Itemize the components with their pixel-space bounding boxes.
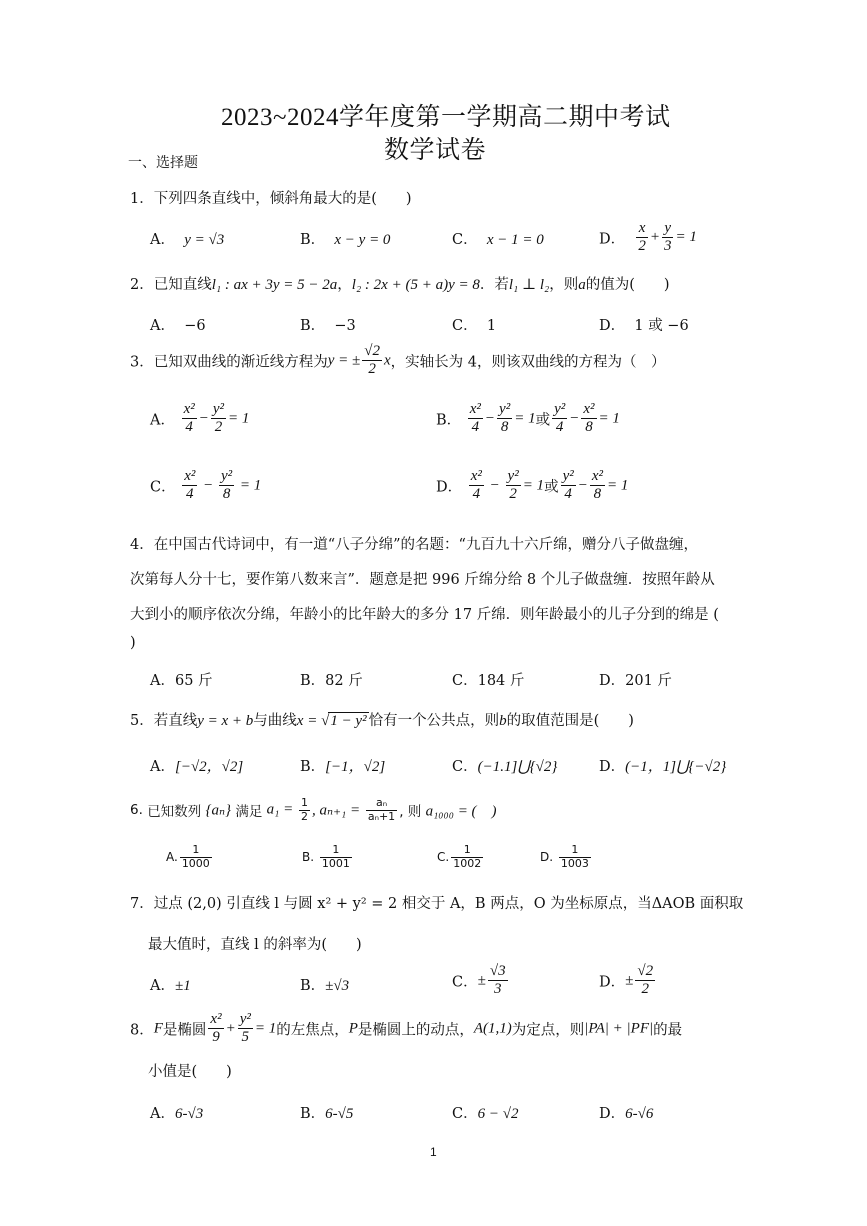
q2-option-b: B． −3	[300, 318, 356, 334]
page-number: 1	[430, 1145, 437, 1159]
question-7-line-2: 最大值时，直线 l 的斜率为( )	[148, 937, 362, 953]
exam-title: 2023~2024学年度第一学期高二期中考试	[221, 104, 671, 131]
question-8-line-2: 小值是( )	[148, 1064, 232, 1080]
q3-option-a: A． $\frac{\text{x²}}{4}$ − $\frac{\text{y²}}{2}$ = 1	[150, 401, 250, 436]
q8-option-d: D．6-√6	[599, 1106, 654, 1122]
section-heading: 一、选择题	[128, 155, 198, 171]
q1-option-b: B． x − y = 0	[300, 232, 391, 248]
q8-option-a: A．6-√3	[150, 1106, 204, 1122]
question-stem: 下列四条直线中，倾斜角最大的是( )	[153, 191, 412, 207]
q4-option-b: B．82 斤	[300, 673, 363, 689]
q2-option-c: C． 1	[452, 318, 497, 334]
q1-option-d: D． $\frac{x}{2}$ + $\frac{y}{3}$ = 1	[599, 220, 697, 255]
question-7-line-1: 7．过点 (2,0) 引直线 l 与圆 x² + y² = 2 相交于 A，B 两点，O 为坐标原点，当ΔAOB 面积取	[130, 896, 744, 912]
q7-option-d: D．± $\frac{√2}{2}$	[599, 963, 654, 998]
q8-option-b: B．6-√5	[300, 1106, 354, 1122]
question-4-line-2: 次第每人分十七，要作第八数来言”．题意是把 996 斤绵分给 8 个儿子做盘缠．按照年龄从	[130, 572, 715, 588]
q6-option-a: A. $\frac{1}{1000}$	[166, 843, 210, 870]
question-1	[130, 187, 412, 208]
q6-option-d: D. $\frac{1}{1003}$	[540, 843, 589, 870]
question-number: 1．	[130, 191, 154, 207]
q2-option-a: A． −6	[150, 318, 206, 334]
exam-subtitle: 数学试卷	[384, 137, 487, 164]
q7-option-c: C．± $\frac{√3}{3}$	[452, 963, 506, 998]
q3-option-c: C． $\frac{\text{x²}}{4}$ − $\frac{\text{y²}}{8}$ = 1	[150, 468, 262, 503]
question-3: 3．已知双曲线的渐近线方程为y = ± $\frac{√2}{2}$ x，实轴长为 4，则该双曲线的方程为（ ）	[130, 343, 666, 378]
question-4-line-3: 大到小的顺序依次分绵，年龄小的比年龄大的多分 17 斤绵．则年龄最小的儿子分到的绵是 (	[130, 607, 719, 623]
q6-option-b: B. $\frac{1}{1001}$	[302, 843, 350, 870]
q4-option-a: A．65 斤	[150, 673, 213, 689]
q7-option-a: A．±1	[150, 978, 191, 994]
q1-option-c: C． x − 1 = 0	[452, 232, 544, 248]
q7-option-b: B．±√3	[300, 978, 350, 994]
q1-option-a: A． y = √3	[150, 232, 225, 248]
question-6: 6. 已知数列 {aₙ} 满足 a₁ = $\frac{1}{2}$ , aₙ₊₁ = $\frac{\text{aₙ}}{\text{aₙ+1}}$ , 则 a₁₀₀₀ = ( )	[130, 796, 497, 823]
q4-option-c: C．184 斤	[452, 673, 525, 689]
q4-option-d: D．201 斤	[599, 673, 672, 689]
q8-option-c: C．6 − √2	[452, 1106, 519, 1122]
q3-option-b: B． $\frac{\text{x²}}{4}$ − $\frac{\text{y²}}{8}$ = 1或 $\frac{\text{y²}}{4}$ − $\frac{\text{x²}}{8}$ = 1	[436, 401, 620, 436]
q5-option-a: A．[−√2，√2]	[150, 759, 244, 775]
question-5: 5．若直线y = x + b与曲线x = √1 − y² 恰有一个公共点，则b的取值范围是( )	[130, 713, 634, 729]
q3-option-d: D． $\frac{\text{x²}}{4}$ − $\frac{\text{y²}}{2}$ = 1或 $\frac{\text{y²}}{4}$ − $\frac{\text{x²}}{8}$ = 1	[436, 468, 629, 503]
q5-option-d: D．(−1，1]⋃{−√2}	[599, 759, 727, 775]
question-4-line-1: 4．在中国古代诗词中，有一道“八子分绵”的名题：“九百九十六斤绵，赠分八子做盘缠，	[130, 537, 698, 553]
q2-option-d: D． 1 或 −6	[599, 318, 689, 334]
question-2: 2．已知直线l₁ : ax + 3y = 5 − 2a，l₂ : 2x + (5 + a)y = 8．若l₁ ⊥ l₂，则a的值为( )	[130, 277, 670, 293]
question-4-line-4: )	[130, 635, 136, 651]
q5-option-b: B．[−1，√2]	[300, 759, 386, 775]
q5-option-c: C．(−1.1]⋃{√2}	[452, 759, 558, 775]
q6-option-c: C. $\frac{1}{1002}$	[437, 843, 482, 870]
question-8-line-1: 8．F是椭圆 $\frac{\text{x²}}{9}$ + $\frac{\text{y²}}{5}$ = 1的左焦点，P是椭圆上的动点，A(1,1)为定点，则|PA| + |PF|的最	[130, 1011, 683, 1046]
